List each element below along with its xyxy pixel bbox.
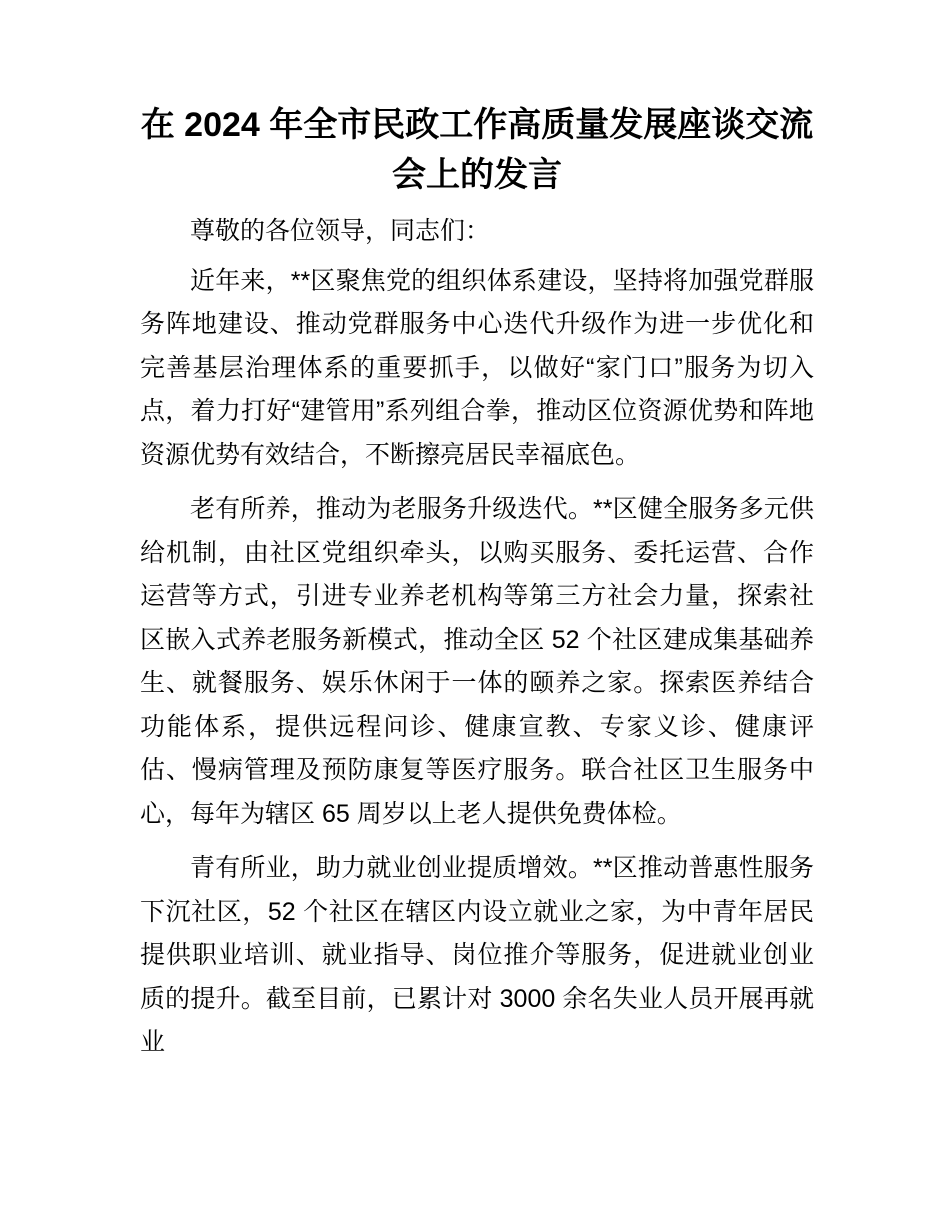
- paragraph-employment: 青有所业，助力就业创业提质增效。**区推动普惠性服务下沉社区，52 个社区在辖区内设立就业之家，为中青年居民提供职业培训、就业指导、岗位推介等服务，促进就业创业质的提升。截至目前，已累计对 3000 余名失业人员开展再就业: [140, 854, 814, 1056]
- greeting-line: 尊敬的各位领导，同志们：: [190, 217, 491, 245]
- paragraph-elderly-care: 老有所养，推动为老服务升级迭代。**区健全服务多元供给机制，由社区党组织牵头，以购买服务、委托运营、合作运营等方式，引进专业养老机构等第三方社会力量，探索社区嵌入式养老服务新模式，推动全区 52 个社区建成集基础养生、就餐服务、娱乐休闲于一体的颐养之家。探索医养结合功能体系，提供远程问诊、健康宣教、专家义诊、健康评估、慢病管理及预防康复等医疗服务。联合社区卫生服务中心，每年为辖区 65 周岁以上老人提供免费体检。: [140, 495, 814, 828]
- document-title: 在 2024 年全市民政工作高质量发展座谈交流会上的发言: [140, 106, 814, 194]
- paragraph-overview: 近年来，**区聚焦党的组织体系建设，坚持将加强党群服务阵地建设、推动党群服务中心迭代升级作为进一步优化和完善基层治理体系的重要抓手，以做好“家门口”服务为切入点，着力打好“建管用”系列组合拳，推动区位资源优势和阵地资源优势有效结合，不断擦亮居民幸福底色。: [140, 266, 814, 469]
